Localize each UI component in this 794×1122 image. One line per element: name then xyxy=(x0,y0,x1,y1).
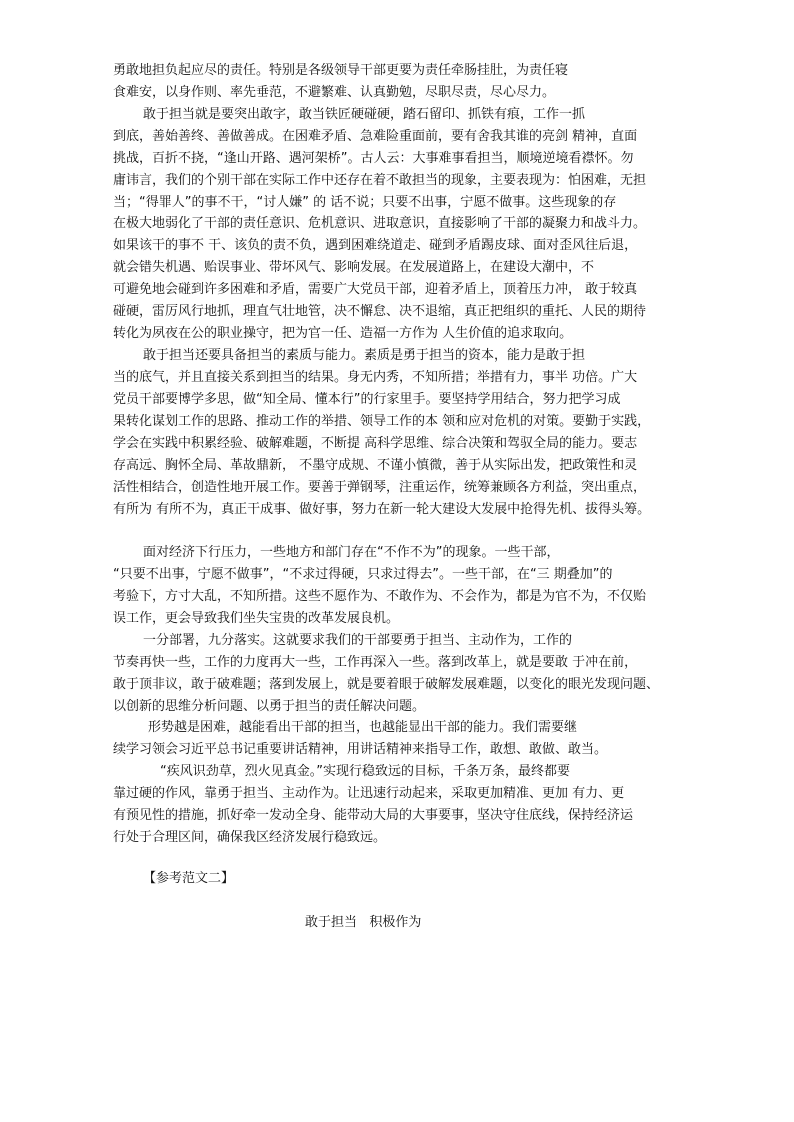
paragraph-line: 存高远、胸怀全局、革故鼎新， 不墨守成规、不谨小慎微，善于从实际出发，把政策性和灵 xyxy=(113,458,638,473)
paragraph-line: 可避免地会碰到许多困难和矛盾，需要广大党员干部，迎着矛盾上，顶着压力冲， 敢于较真 xyxy=(113,282,638,297)
paragraph-line: 学会在实践中积累经验、破解难题，不断提 高科学思维、综合决策和驾驭全局的能力。要志 xyxy=(113,436,638,451)
paragraph-line: 当的底气，并且直接关系到担当的结果。身无内秀，不知所措；举措有力，事半 功倍。广大 xyxy=(113,370,638,385)
paragraph-line: 续学习领会习近平总书记重要讲话精神，用讲话精神来指导工作，敢想、敢做、敢当。 xyxy=(113,742,608,757)
paragraph-line: 有预见性的措施，抓好牵一发动全身、能带动大局的大事要事，坚决守住底线，保持经济运 xyxy=(113,808,634,823)
paragraph-line: 形势越是困难，越能看出干部的担当，也越能显出干部的能力。我们需要继 xyxy=(148,720,578,735)
paragraph-line: 到底，善始善终、善做善成。在困难矛盾、急难险重面前，要有舍我其谁的亮剑 精神，直面 xyxy=(113,129,638,144)
paragraph-line: 勇敢地担负起应尽的责任。特别是各级领导干部更要为责任牵肠挂肚，为责任寝 xyxy=(113,63,569,78)
paragraph-line: 党员干部要博学多思，做“知全局、懂本行”的行家里手。要坚持学用结合，努力把学习成 xyxy=(113,392,621,407)
section-title: 敢于担当 积极作为 xyxy=(305,915,422,930)
paragraph-line: “只要不出事，宁愿不做事”，“不求过得硬，只求过得去”。一些干部，在“三 期叠加”的 xyxy=(113,567,613,582)
paragraph-line: “疾风识劲草，烈火见真金。”实现行稳致远的目标，千条万条，最终都要 xyxy=(160,764,570,779)
paragraph-line: 误工作，更会导致我们坐失宝贵的改革发展良机。 xyxy=(113,611,400,626)
paragraph-line: 靠过硬的作风，靠勇于担当、主动作为。让迅速行动起来，采取更加精准、更加 有力、更 xyxy=(113,786,625,801)
paragraph-line: 敢于担当还要具备担当的素质与能力。素质是勇于担当的资本，能力是敢于担 xyxy=(143,348,586,363)
paragraph-line: 转化为夙夜在公的职业操守，把为官一任、造福一方作为 人生价值的追求取向。 xyxy=(113,326,573,341)
paragraph-line: 碰硬，雷厉风行地抓，理直气壮地管，决不懈怠、决不退缩，真正把组织的重托、人民的期待 xyxy=(113,304,647,319)
paragraph-line: 面对经济下行压力，一些地方和部门存在“不作不为”的现象。一些干部， xyxy=(143,545,560,560)
section-heading: 【参考范文二】 xyxy=(143,871,235,886)
paragraph-line: 考验下，方寸大乱，不知所措。这些不愿作为、不敢作为、不会作为，都是为官不为，不仅贻 xyxy=(113,589,647,604)
paragraph-line: 节奏再快一些，工作的力度再大一些，工作再深入一些。落到改革上，就是要敢 于冲在前， xyxy=(113,655,638,670)
paragraph-line: 行处于合理区间，确保我区经济发展行稳致远。 xyxy=(113,830,387,845)
paragraph-line: 食难安，以身作则、率先垂范，不避繁难、认真勤勉，尽职尽责，尽心尽力。 xyxy=(113,85,556,100)
paragraph-line: 如果该干的事不 干、该负的责不负，遇到困难绕道走、碰到矛盾踢皮球、面对歪风往后退， xyxy=(113,238,638,253)
paragraph-line: 以创新的思维分析问题、以勇于担当的责任解决问题。 xyxy=(113,699,426,714)
paragraph-line: 敢于顶非议，敢于破难题；落到发展上，就是要着眼于破解发展难题，以变化的眼光发现问题、 xyxy=(113,677,660,692)
paragraph-line: 在极大地弱化了干部的责任意识、危机意识、进取意识，直接影响了干部的凝聚力和战斗力。 xyxy=(113,216,647,231)
paragraph-line: 就会错失机遇、贻误事业、带坏风气、影响发展。在发展道路上，在建设大潮中，不 xyxy=(113,260,595,275)
paragraph-line: 活性相结合，创造性地开展工作。要善于弹钢琴，注重运作，统筹兼顾各方利益，突出重点， xyxy=(113,480,647,495)
paragraph-line: 庸讳言，我们的个别干部在实际工作中还存在着不敢担当的现象，主要表现为：怕困难，无担 xyxy=(113,173,647,188)
paragraph-line: 一分部署，九分落实。这就要求我们的干部要勇于担当、主动作为，工作的 xyxy=(143,633,573,648)
paragraph-line: 挑战，百折不挠，“逢山开路、遇河架桥”。古人云：大事难事看担当，顺境逆境看襟怀。勿 xyxy=(113,151,634,166)
paragraph-line: 当；“得罪人”的事不干，“讨人嫌” 的 话不说；只要不出事，宁愿不做事。这些现象的存 xyxy=(113,195,617,210)
paragraph-line: 有所为 有所不为，真正干成事、做好事，努力在新一轮大建设大发展中抢得先机、拔得头筹。 xyxy=(113,502,651,517)
paragraph-line: 敢于担当就是要突出敢字，敢当铁匠硬碰硬，踏石留印、抓铁有痕，工作一抓 xyxy=(143,107,586,122)
paragraph-line: 果转化谋划工作的思路、推动工作的举措、领导工作的本 领和应对危机的对策。要勤于实践， xyxy=(113,414,651,429)
